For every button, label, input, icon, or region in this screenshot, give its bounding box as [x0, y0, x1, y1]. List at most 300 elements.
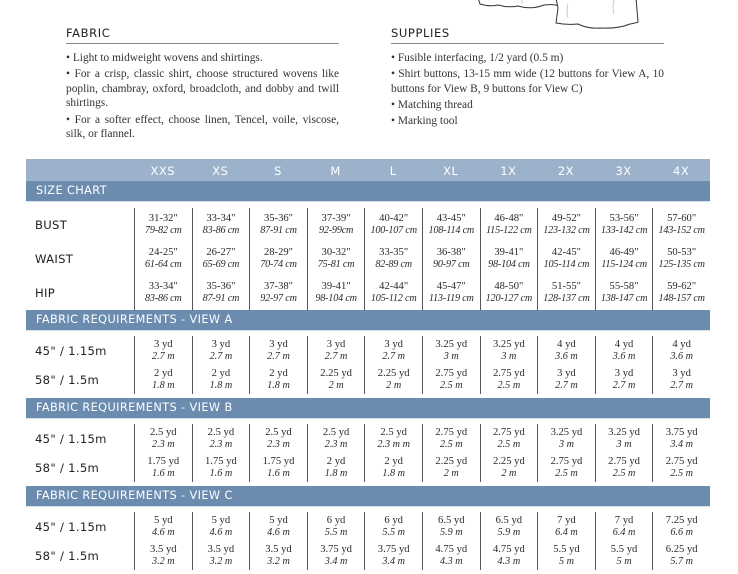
fabric-list — [66, 51, 339, 142]
metric-value: 87-91 cm — [202, 293, 240, 304]
table-cell — [480, 365, 538, 394]
table-cell — [652, 541, 710, 570]
imperial-value: 2.75 yd — [435, 426, 468, 438]
table-cell — [422, 512, 480, 541]
imperial-value: 3 yd — [672, 367, 691, 379]
metric-value: 113-119 cm — [428, 293, 474, 304]
fabric-requirements-view-a — [26, 310, 710, 398]
row-label: HIP — [35, 286, 56, 300]
size-header-l: L — [389, 164, 397, 178]
imperial-value: 6.25 yd — [665, 543, 698, 555]
imperial-value: 42-45" — [551, 247, 581, 259]
metric-value: 92-97 cm — [260, 293, 297, 304]
metric-value: 6.4 m — [612, 526, 636, 538]
header-spacer — [26, 159, 134, 181]
metric-value: 65-69 cm — [202, 259, 240, 270]
metric-value: 79-82 cm — [145, 225, 182, 236]
supplies-section — [391, 26, 664, 130]
table-cell — [364, 541, 422, 570]
fabric-width-row — [26, 424, 710, 453]
metric-value: 2.5 m — [555, 467, 578, 479]
metric-value: 2.7 m — [267, 350, 290, 362]
metric-value: 2.5 m — [497, 438, 521, 450]
table-cell — [249, 365, 307, 394]
metric-value: 5.9 m — [439, 526, 463, 538]
table-cell — [652, 336, 710, 365]
imperial-value: 24-25" — [148, 247, 178, 259]
table-cell — [192, 242, 250, 276]
table-cell — [652, 453, 710, 482]
size-header-4x: 4X — [673, 164, 690, 178]
metric-value: 98-104 cm — [488, 259, 530, 270]
metric-value: 1.6 m — [267, 467, 290, 479]
imperial-value: 3 yd — [154, 338, 173, 350]
imperial-value: 59-62" — [667, 281, 697, 293]
table-cell — [480, 336, 538, 365]
imperial-value: 2.5 yd — [380, 426, 407, 438]
metric-value: 1.6 m — [209, 467, 233, 479]
section-title: FABRIC REQUIREMENTS - VIEW B — [26, 398, 710, 419]
imperial-value: 4 yd — [672, 338, 691, 350]
metric-value: 2.5 m — [497, 379, 521, 391]
metric-value: 82-89 cm — [375, 259, 412, 270]
table-cell — [595, 541, 653, 570]
imperial-value: 28-29" — [263, 247, 293, 259]
fabric-requirement-sections — [26, 310, 710, 574]
metric-value: 143-152 cm — [658, 225, 705, 236]
metric-value: 2.7 m — [670, 379, 693, 391]
table-cell — [595, 242, 653, 276]
imperial-value: 1.75 yd — [147, 455, 180, 467]
table-cell — [537, 336, 595, 365]
imperial-value: 2.25 yd — [320, 367, 352, 379]
table-cell — [364, 242, 422, 276]
imperial-value: 2.25 yd — [492, 455, 525, 467]
imperial-value: 3.75 yd — [665, 426, 698, 438]
table-cell — [307, 242, 365, 276]
imperial-value: 2.5 yd — [322, 426, 350, 438]
table-cell — [480, 424, 538, 453]
table-cell — [134, 365, 192, 394]
table-cell — [249, 336, 307, 365]
metric-value: 3 m — [558, 438, 574, 450]
imperial-value: 3.75 yd — [377, 543, 410, 555]
imperial-value: 3.5 yd — [150, 543, 177, 555]
table-cell — [192, 208, 250, 242]
table-cell — [652, 365, 710, 394]
table-cell — [537, 424, 595, 453]
table-cell — [134, 242, 192, 276]
imperial-value: 57-60" — [667, 213, 697, 225]
table-cell — [652, 512, 710, 541]
imperial-value: 40-42" — [379, 213, 409, 225]
size-header-s: S — [274, 164, 282, 178]
metric-value: 2.3 m — [151, 438, 175, 450]
metric-value: 2.7 m — [555, 379, 578, 391]
fabric-width-row — [26, 365, 710, 394]
fabric-rows — [26, 331, 710, 398]
table-cell — [307, 541, 365, 570]
table-cell — [480, 453, 538, 482]
size-header-xs: XS — [212, 164, 229, 178]
table-cell — [307, 424, 365, 453]
metric-value: 105-114 cm — [543, 259, 590, 270]
imperial-value: 39-41" — [321, 281, 351, 293]
table-cell — [192, 424, 250, 453]
fabric-rows — [26, 507, 710, 574]
imperial-value: 4.75 yd — [492, 543, 525, 555]
metric-value: 2.5 m — [612, 467, 636, 479]
imperial-value: 5 yd — [269, 514, 288, 526]
table-cell — [537, 242, 595, 276]
table-cell — [652, 276, 710, 310]
table-cell — [192, 276, 250, 310]
table-cell — [480, 208, 538, 242]
table-cell — [307, 276, 365, 310]
imperial-value: 3.25 yd — [550, 426, 583, 438]
imperial-value: 2.5 yd — [150, 426, 177, 438]
table-cell — [364, 276, 422, 310]
metric-value: 2.7 m — [324, 350, 348, 362]
table-cell — [595, 453, 653, 482]
imperial-value: 3.25 yd — [435, 338, 468, 350]
size-header-1x: 1X — [500, 164, 517, 178]
table-cell — [422, 242, 480, 276]
imperial-value: 6.5 yd — [495, 514, 523, 526]
table-cell — [537, 365, 595, 394]
metric-value: 83-86 cm — [145, 293, 182, 304]
imperial-value: 5 yd — [211, 514, 231, 526]
metric-value: 115-122 cm — [486, 225, 532, 236]
table-cell — [480, 276, 538, 310]
metric-value: 6.4 m — [555, 526, 578, 538]
metric-value: 2.3 m m — [377, 438, 410, 450]
metric-value: 1.8 m — [209, 379, 233, 391]
size-header-m: M — [330, 164, 341, 178]
table-cell — [134, 276, 192, 310]
section-title: FABRIC REQUIREMENTS - VIEW C — [26, 486, 710, 507]
table-cell — [422, 208, 480, 242]
imperial-value: 46-49" — [609, 247, 639, 259]
metric-value: 3.4 m — [670, 438, 693, 450]
supplies-bullet: • Matching thread — [391, 98, 664, 113]
table-cell — [307, 512, 365, 541]
metric-value: 123-132 cm — [543, 225, 590, 236]
table-cell — [307, 453, 365, 482]
imperial-value: 6.5 yd — [438, 514, 465, 526]
size-header-row — [26, 159, 710, 181]
table-cell — [192, 541, 250, 570]
imperial-value: 2.75 yd — [492, 367, 525, 379]
table-cell — [364, 453, 422, 482]
table-cell — [595, 512, 653, 541]
metric-value: 105-112 cm — [370, 293, 417, 304]
metric-value: 133-142 cm — [600, 225, 648, 236]
metric-value: 2.5 m — [670, 467, 693, 479]
fabric-bullet: • For a crisp, classic shirt, choose structured wovens like poplin, chambray, oxford, broadcloth, and dobby and twill shirtings. — [66, 67, 339, 111]
metric-value: 61-64 cm — [145, 259, 182, 270]
metric-value: 83-86 cm — [202, 225, 240, 236]
table-cell — [652, 424, 710, 453]
metric-value: 70-74 cm — [260, 259, 297, 270]
table-cell — [422, 424, 480, 453]
size-header-3x: 3X — [615, 164, 632, 178]
table-cell — [192, 453, 250, 482]
imperial-value: 3 yd — [614, 367, 634, 379]
metric-value: 92-99cm — [318, 225, 354, 236]
table-cell — [134, 453, 192, 482]
table-cell — [422, 541, 480, 570]
table-cell — [422, 453, 480, 482]
table-cell — [249, 541, 307, 570]
table-cell — [595, 336, 653, 365]
size-row-waist — [26, 242, 710, 276]
table-cell — [249, 424, 307, 453]
imperial-value: 3.5 yd — [207, 543, 235, 555]
table-cell — [249, 208, 307, 242]
metric-value: 2.3 m — [267, 438, 290, 450]
imperial-value: 4 yd — [614, 338, 634, 350]
table-cell — [134, 541, 192, 570]
table-cell — [134, 512, 192, 541]
table-cell — [480, 541, 538, 570]
metric-value: 3 m — [501, 350, 517, 362]
size-row-bust — [26, 208, 710, 242]
imperial-value: 2.5 yd — [207, 426, 235, 438]
table-cell — [422, 336, 480, 365]
imperial-value: 33-34" — [206, 213, 236, 225]
table-cell — [364, 365, 422, 394]
imperial-value: 36-38" — [436, 247, 466, 259]
size-chart-rows — [26, 202, 710, 310]
imperial-value: 3 yd — [384, 338, 403, 350]
table-cell — [537, 453, 595, 482]
row-label: 45" / 1.15m — [35, 343, 107, 358]
row-label: WAIST — [35, 252, 74, 266]
imperial-value: 49-52" — [551, 213, 581, 225]
fabric-requirements-view-c — [26, 486, 710, 574]
metric-value: 5 m — [616, 555, 632, 567]
table-cell — [537, 208, 595, 242]
imperial-value: 39-41" — [494, 247, 524, 259]
table-cell — [134, 208, 192, 242]
metric-value: 2.7 m — [151, 350, 175, 362]
table-cell — [364, 336, 422, 365]
imperial-value: 2.75 yd — [550, 455, 583, 467]
fabric-bullet: • Light to midweight wovens and shirtings. — [66, 51, 339, 66]
table-cell — [307, 208, 365, 242]
metric-value: 128-137 cm — [543, 293, 590, 304]
metric-value: 3.6 m — [612, 350, 636, 362]
metric-value: 100-107 cm — [370, 225, 417, 236]
metric-value: 1.6 m — [151, 467, 175, 479]
metric-value: 3.4 m — [324, 555, 348, 567]
size-chart-title: SIZE CHART — [26, 181, 710, 202]
imperial-value: 5.5 yd — [553, 543, 580, 555]
table-cell — [422, 276, 480, 310]
table-cell — [249, 512, 307, 541]
imperial-value: 2 yd — [269, 367, 288, 379]
imperial-value: 2.25 yd — [435, 455, 468, 467]
imperial-value: 33-34" — [148, 281, 178, 293]
table-cell — [249, 453, 307, 482]
metric-value: 138-147 cm — [600, 293, 648, 304]
metric-value: 3.2 m — [151, 555, 175, 567]
metric-value: 90-97 cm — [432, 259, 470, 270]
table-cell — [595, 208, 653, 242]
imperial-value: 53-56" — [609, 213, 639, 225]
size-row-hip — [26, 276, 710, 310]
metric-value: 4.6 m — [151, 526, 175, 538]
table-cell — [537, 541, 595, 570]
imperial-value: 2 yd — [326, 455, 346, 467]
size-header-xl: XL — [443, 164, 459, 178]
metric-value: 98-104 cm — [315, 293, 357, 304]
metric-value: 4.3 m — [439, 555, 463, 567]
imperial-value: 4.75 yd — [435, 543, 468, 555]
imperial-value: 2 yd — [154, 367, 173, 379]
table-cell — [595, 276, 653, 310]
imperial-value: 5 yd — [154, 514, 173, 526]
imperial-value: 2.75 yd — [492, 426, 525, 438]
imperial-value: 42-44" — [379, 281, 409, 293]
section-title: FABRIC REQUIREMENTS - VIEW A — [26, 310, 710, 331]
size-and-fabric-table — [26, 159, 710, 574]
imperial-value: 1.75 yd — [205, 455, 237, 467]
imperial-value: 6 yd — [326, 514, 346, 526]
imperial-value: 7 yd — [614, 514, 634, 526]
imperial-value: 43-45" — [436, 213, 466, 225]
table-cell — [422, 365, 480, 394]
size-header-2x: 2X — [557, 164, 575, 178]
metric-value: 2.5 m — [439, 438, 463, 450]
imperial-value: 50-53" — [667, 247, 697, 259]
table-cell — [249, 276, 307, 310]
imperial-value: 35-36" — [263, 213, 293, 225]
imperial-value: 2.5 yd — [265, 426, 292, 438]
imperial-value: 2 yd — [384, 455, 403, 467]
metric-value: 6.6 m — [670, 526, 693, 538]
imperial-value: 3 yd — [269, 338, 288, 350]
imperial-value: 2.25 yd — [377, 367, 410, 379]
imperial-value: 2 yd — [211, 367, 231, 379]
imperial-value: 2.75 yd — [665, 455, 698, 467]
imperial-value: 48-50" — [494, 281, 524, 293]
metric-value: 2.7 m — [382, 350, 405, 362]
metric-value: 2 m — [328, 379, 344, 391]
table-cell — [364, 512, 422, 541]
imperial-value: 33-35" — [379, 247, 409, 259]
imperial-value: 37-39" — [321, 213, 351, 225]
table-cell — [307, 365, 365, 394]
table-cell — [480, 242, 538, 276]
supplies-bullet: • Fusible interfacing, 1/2 yard (0.5 m) — [391, 51, 664, 66]
fabric-bullet: • For a softer effect, choose linen, Tencel, voile, viscose, silk, or flannel. — [66, 113, 339, 142]
imperial-value: 51-55" — [551, 281, 581, 293]
metric-value: 2 m — [386, 379, 402, 391]
row-label: BUST — [35, 218, 68, 232]
imperial-value: 45-47" — [436, 281, 466, 293]
fabric-requirements-view-b — [26, 398, 710, 486]
metric-value: 120-127 cm — [485, 293, 533, 304]
imperial-value: 30-32" — [321, 247, 351, 259]
metric-value: 87-91 cm — [260, 225, 297, 236]
metric-value: 5.7 m — [670, 555, 693, 567]
fabric-width-row — [26, 336, 710, 365]
metric-value: 2.3 m — [209, 438, 233, 450]
metric-value: 3.2 m — [267, 555, 290, 567]
metric-value: 108-114 cm — [428, 225, 475, 236]
imperial-value: 35-36" — [206, 281, 236, 293]
fabric-width-row — [26, 512, 710, 541]
imperial-value: 4 yd — [557, 338, 576, 350]
table-cell — [652, 208, 710, 242]
table-cell — [307, 336, 365, 365]
metric-value: 125-135 cm — [658, 259, 705, 270]
metric-value: 3.4 m — [382, 555, 405, 567]
metric-value: 1.8 m — [267, 379, 290, 391]
table-cell — [480, 512, 538, 541]
metric-value: 4.6 m — [267, 526, 290, 538]
imperial-value: 3 yd — [211, 338, 231, 350]
fabric-rows — [26, 419, 710, 486]
imperial-value: 26-27" — [206, 247, 236, 259]
table-cell — [537, 512, 595, 541]
table-cell — [192, 336, 250, 365]
imperial-value: 37-38" — [263, 281, 293, 293]
fabric-heading: FABRIC — [66, 26, 339, 44]
imperial-value: 2.75 yd — [435, 367, 468, 379]
table-cell — [134, 424, 192, 453]
table-cell — [192, 512, 250, 541]
metric-value: 1.8 m — [151, 379, 175, 391]
metric-value: 5 m — [558, 555, 574, 567]
metric-value: 2.7 m — [612, 379, 636, 391]
imperial-value: 5.5 yd — [610, 543, 638, 555]
table-cell — [652, 242, 710, 276]
metric-value: 5.5 m — [382, 526, 405, 538]
size-header-xxs: XXS — [150, 164, 176, 178]
imperial-value: 3.75 yd — [320, 543, 352, 555]
fabric-width-row — [26, 541, 710, 570]
metric-value: 2.7 m — [209, 350, 233, 362]
imperial-value: 1.75 yd — [262, 455, 295, 467]
table-cell — [595, 365, 653, 394]
imperial-value: 7.25 yd — [665, 514, 698, 526]
supplies-list — [391, 51, 664, 129]
table-cell — [595, 424, 653, 453]
metric-value: 1.8 m — [324, 467, 348, 479]
table-cell — [537, 276, 595, 310]
imperial-value: 31-32" — [148, 213, 178, 225]
imperial-value: 2.75 yd — [608, 455, 640, 467]
imperial-value: 55-58" — [609, 281, 639, 293]
metric-value: 148-157 cm — [658, 293, 705, 304]
metric-value: 3 m — [616, 438, 632, 450]
metric-value: 115-124 cm — [601, 259, 647, 270]
row-label: 58" / 1.5m — [35, 548, 100, 563]
row-label: 58" / 1.5m — [35, 460, 100, 475]
metric-value: 2.3 m — [324, 438, 348, 450]
table-cell — [134, 336, 192, 365]
supplies-bullet: • Marking tool — [391, 114, 664, 129]
imperial-value: 3.25 yd — [608, 426, 640, 438]
imperial-value: 3.5 yd — [265, 543, 292, 555]
metric-value: 3.6 m — [555, 350, 578, 362]
imperial-value: 46-48" — [494, 213, 524, 225]
imperial-value: 3 yd — [557, 367, 576, 379]
metric-value: 2 m — [443, 467, 459, 479]
